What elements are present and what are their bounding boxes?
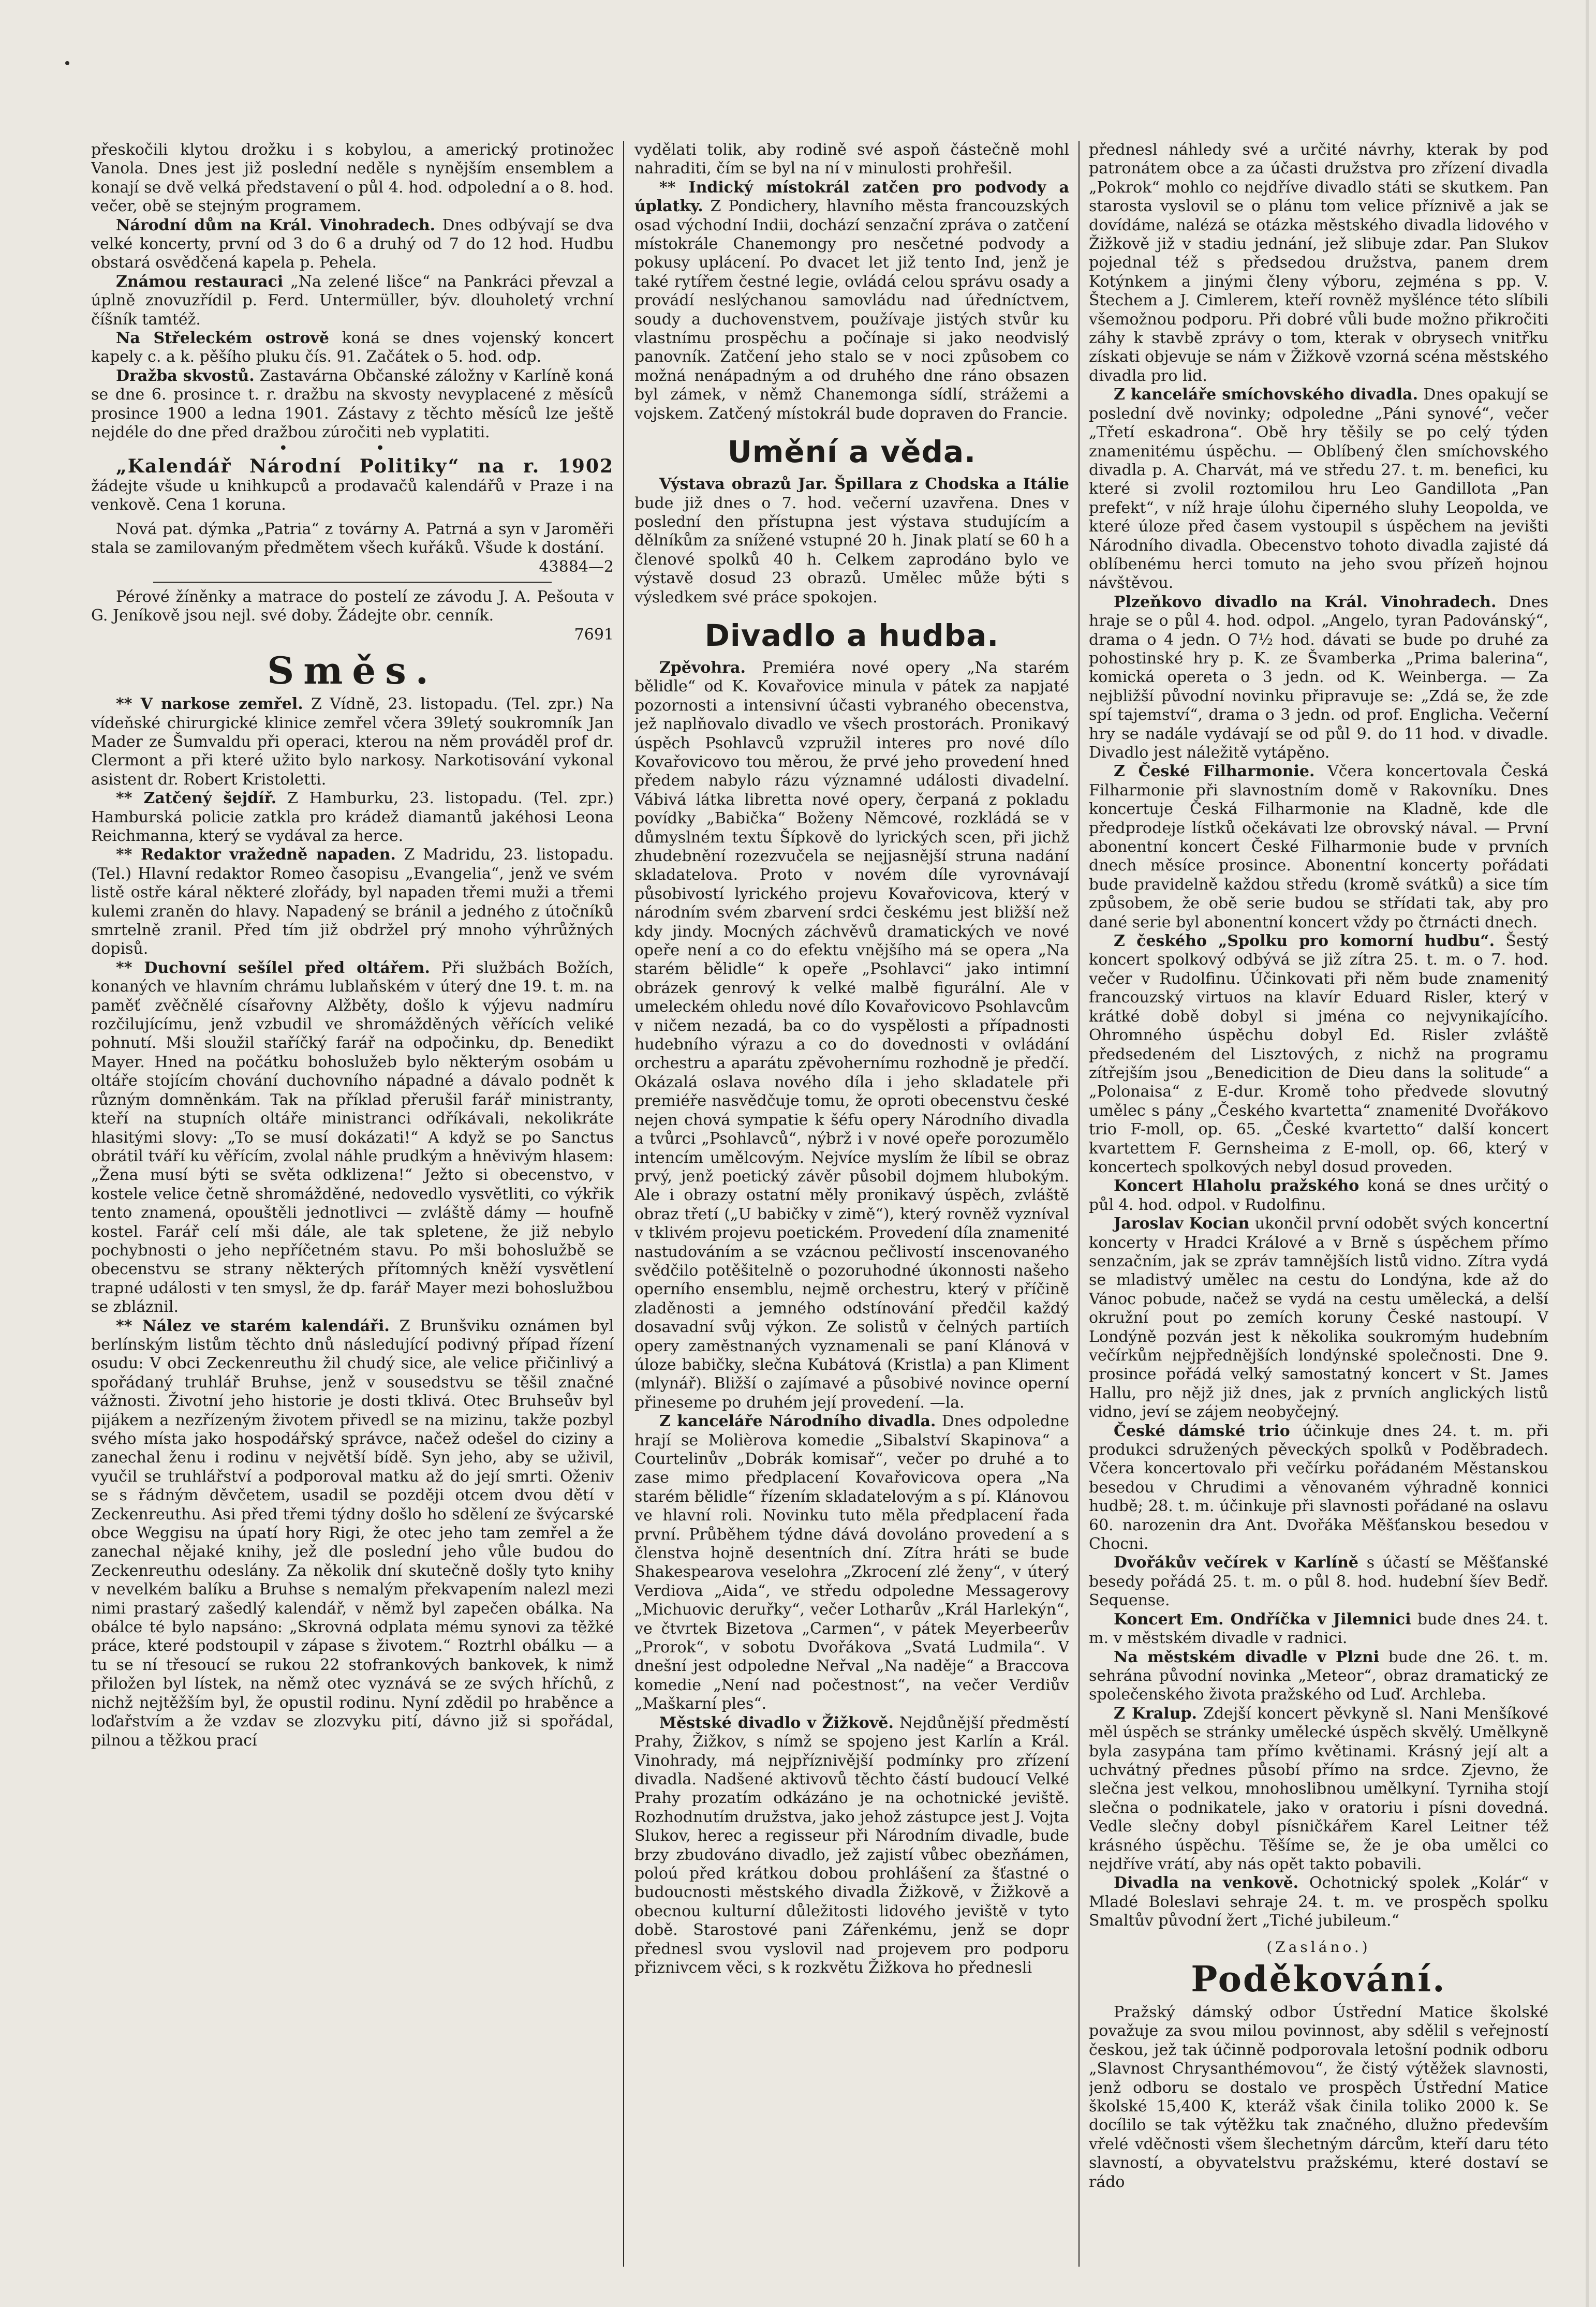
article-text: koná se dnes určitý o půl 4. hod. odpol. v Rudolfinu.: [1089, 1177, 1548, 1214]
article-text: přednesl náhledy své a určité návrhy, kterak by pod patronátem obce a za účasti družstva pro zřízení divadla „Pokrok“ mohlo co nejdříve divadlo státi se skutkem. Pan starosta vyslovil se o plánu tom velice příznivě a jak se dovídáme, nalézá se otázka městského divadla lidového v Žižkově již v stadiu jednání, jež slibuje zdar. Pan Slukov pojednal též s předsedou družstva, panem drem Kotýnkem a jinými členy výboru, zejména s pp. V. Štechem a J. Cimlerem, kteří rovněž myšlénce této slíbili všemožnou podporu. Při dobré vůli bude možno přikročiti záhy k stavbě zprávy o tom, kterak v obrysech vnitřku získati objevuje se nám v Žižkově vzorná scéna městského divadla pro lid.: [1089, 141, 1548, 385]
article-text: Z Brunšviku oznámen byl berlínským listům těchto dnů následující podivný případ řízení osudu: V obci Zeckenreuthu žil chudý sice, ale velice přičinlivý a spořádaný truhlář Bruhse, jenž v sousedstvu se těšil značné vážnosti. Životní jeho historie je dosti tklivá. Otec Bruhseův byl pijákem a nezřízeným životem přivedl se na mizinu, takže pozbyl svého místa jako hospodářský správce, načež odešel do ciziny a zanechal ženu i rodinu v největší bídě. Syn jeho, aby se uživil, vyučil se truhlářství a podporoval matku až do její smrti. Oženiv se s řádným děvčetem, usadil se později otcem dvou dětí v Zeckenreuthu. Asi před třemi týdny došlo ho sdělení ze švýcarské obce Weggisu na úpatí hory Rigi, že otec jeho tam zemřel a že zanechal nějaké knihy, jež dle poslední jeho vůle budou do Zeckenreuthu odeslány. Za několik dní skutečně došly tyto knihy v nevelkém balíku a Bruhse s nemalým překvapením nalezl mezi nimi prastarý zašedlý kalendář, v němž byl zapečen obálka. Na obálce té bylo napsáno: „Skrovná odplata mému synovi za těžké práce, které podstoupil v zápase s životem.“ Roztrhl obálku — a tu se ní třesoucí se rukou 22 stofrankových bankovek, k nimž přiložen byl lístek, na němž otec vyznává se ze svých hříchů, z nichž nejtěžším byl, že opustil rodinu. Nyní zdědil po hraběnce a loďařstvím a že vzdav se zlozvyku pití, dávno již si spořádal, pilnou a těžkou prací: [91, 1317, 614, 1750]
article: [91, 846, 614, 958]
article-text: Pražský dámský odbor Ústřední Matice školské považuje za svou milou povinnost, aby sdělil s veřejností českou, jež tak účinně podporovala letošní podnik odboru „Slavnost Chrysanthémovou“, že čistý výtěžek slavnosti, jenž odboru se dostalo ve prospěch Ústřední Matice školské 15,400 K, kteráž však činila toliko 2000 k. Se docílilo se tak výtěžku tak značného, dlužno především vřelé vděčnosti všem šlechetným dárcům, kteří daru této slavností, a obyvatelstvu pražskému, které dostaví se rádo: [1089, 2003, 1548, 2191]
article-heading: Městské divadlo v Žižkově.: [659, 1713, 894, 1732]
ornament-dots: • •: [278, 439, 426, 457]
article-heading: ** Nález ve starém kalendáři.: [116, 1317, 390, 1335]
article: [91, 959, 614, 1317]
article-heading: Z kanceláře smíchovského divadla.: [1114, 386, 1418, 404]
article: [91, 141, 614, 216]
article-text: Šestý koncert spolkový odbývá se již zítra 25. t. m. o 7. hod. večer v Rudolfinu. Účinkovati při něm bude znamenitý francouzský virtuos na klavír Eduard Risler, který v krátké době dobyl si jména co nejvynikajícího. Ohromného úspěchu dobyl Ed. Risler zvláště předsedeném del Lisztových, z nichž na programu zítřejším jsou „Benedicition de Dieu dans la solitude“ a „Polonaisa“ z E-dur. Kromě toho předvede slovutný umělec s pány „Českého kvartetta“ znamenité Dvořákovo trio F-moll, op. 65. „České kvartetto“ další koncert kvartettem F. Gernsheima z E-moll, op. 66, který v koncertech spolkových nebyl dosud proveden.: [1089, 932, 1548, 1176]
article-text: Z Madridu, 23. listopadu. (Tel.) Hlavní redaktor Romeo časopisu „Evangelia“, jenž ve svém listě ostře káral některé zlořády, byl napaden třemi muži a třemi kulemi zraněn do hlavy. Napadený se bránil a jedného z útočníků smrtelně zranil. Před tím již obdržel prý mnoho výhrůžných dopisů.: [91, 846, 614, 958]
advert-text: žádejte všude u knihkupců a prodavačů kalendářů v Praze i na venkově. Cena 1 koruna.: [91, 477, 614, 514]
article-text: Dnes opakují se poslední dvě novinky; odpoledne „Páni synové“, večer „Třetí eskadrona“. Obě hry těšily se po celý týden znamenitému úspěchu. — Oblíbený člen smíchovského divadla p. A. Charvát, má ve středu 27. t. m. benefici, ku které si zvolil roztomilou hru Leo Gandillota „Pan prefekt“, v níž hraje úlohu čiperného sluhy Leopolda, ve které úloze před časem vystoupil s úspěchem na jevišti Národního divadla. Obecenstvo tohoto divadla zajisté dá oblíbenému herci tomuto na jeho svou přízeň hojnou návštěvou.: [1089, 386, 1548, 593]
article-text: přeskočili klytou drožku i s kobylou, a americký protinožec Vanola. Dnes jest již poslední neděle s nynějším ensemblem a konají se dvě velká představení o půl 4. hod. odpolední a o 8. hod. večer, obě se stejným programem.: [91, 141, 614, 216]
article: [1089, 1648, 1548, 1705]
article-text: Ochotnický spolek „Kolár“ v Mladé Boleslavi sehraje 24. t. m. ve prospěch spolku Smaltův původní žert „Tiché jubileum.“: [1089, 1874, 1548, 1930]
article-text: Zdejší koncert pěvkyně sl. Nani Menšíkové měl úspěch se stránky umělecké úspěch skvělý. Umělkyně byla zasypána tam přímo květinami. Krásný její alt a uchvátný přednes působí přímo na srdce. Zjevno, že slečna jest velkou, mnohoslibnou umělkyní. Tyrniha stojí slečna o podnikatele, jako v oratoriu i písni dovedná. Vedle slečny dobyl písničkářem Karel Leitner též krásného úspěchu. Těšíme se, že je oba umělci co nejdříve vrátí, aby nás opět takto pobavili.: [1089, 1704, 1548, 1873]
article: [91, 367, 614, 442]
article-heading: Z Kralup.: [1114, 1704, 1197, 1723]
article-heading: Z kanceláře Národního divadla.: [659, 1412, 936, 1431]
column-rule: [623, 141, 624, 2267]
zaslano-label: (Zasláno.): [1266, 1938, 1371, 1956]
article-text: Dnes odpoledne hrají se Molièrova komedie „Sibalství Skapinova“ a Courtelinův „Dobrák komisař“, večer po druhé a to zase mimo předplacení Kovařovicova opera „Na starém bělidle“ řízením skladatelovým a s pí. Klánovou ve hlavní roli. Novinku tuto měla předplacení řada první. Průběhem týdne dává dovoláno provedení a s členstva hojně desentních dní. Zítra hráti se bude Shakespearova veselohra „Zkrocení zlé ženy“, v úterý Verdiova „Aida“, ve středu odpoledne Messagerovy „Michuovic deruřky“, večer Lotharův „Král Harlekýn“, ve čtvrtek Bizetova „Carmen“, v pátek Meyerbeerův „Prorok“, v sobotu Dvořákova „Svatá Ludmila“. V dnešní jest odpoledne Neřval „Na naděje“ a Braccova komedie „Není nad počestnost“, na večer Verdiův „Maškarní ples“.: [634, 1412, 1069, 1713]
article-text: Premiéra nové opery „Na starém bělidle“ od K. Kovařovice minula v pátek za napjaté pozornosti a intensivní účasti vybraného obecenstva, jež naplňovalo divadlo ve všech prostorách. Pronikavý úspěch Psohlavců vzpružil interes pro nové dílo Kovařovicovo tou měrou, že prvé jeho provedení hned předem nabylo rázu významné události divadelní. Vábivá látka libretta nové opery, čerpaná z pokladu povídky „Babička“ Boženy Němcové, rozkládá se v důmyslném textu Šípkově do lyrických scen, při jichž zhudebnění rozezvučela se nejjasnější struna nadání skladatelova. Proto v novém díle vyrovnávají působivostí lyrického projevu Kovařovicova, který v národním svém zbarvení srdci českému jest bližší než kdy jindy. Mocných záchvěvů dramatických ve nové opeře není a co do efektu vnějšího má se opera „Na starém bělidle“ k opeře „Psohlavci“ jako intimní obrázek genrový k velké malbě figurální. Ale v umeleckém ohledu nové dílo Kovařovicovo Psohlavcům v ničem nezadá, ba co do vyspělosti a případnosti hudebního výrazu a co do dovednosti v ovládání orchestru a aparátu zpěvohernímu rozhodně je předčí. Okázalá oslava nového díla i jeho skladatele při premiéře nasvědčuje tomu, že oproti obecenstvu české nejen chová sympatie k šéfu opery Národního divadla a tvůrci „Psohlavců“, nýbrž i v nové opeře porozumělo intencím umělcovým. Nejvíce myslím že líbil se obraz prvý, jenž poetický závěr působil dojmem hlubokým. Ale i obrazy ostatní měly pronikavý úspěch, zvláště obraz třetí („U babičky v zimě“), který rovněž vyzníval v tklivém projevu poetickém. Provedení díla znamenité nastudováním a se vzácnou pečlivostí inscenovaného svědčilo potěšitelně o pozoruhodné úkonnosti našeho operního ensemblu, nejmě orchestru, který v příčině zladěnosti a jemného odstínování předčil každý dosavadní svůj výkon. Ze solistů v čelných partiích opery zaměstnaných vyznamenali se paní Klánová v úloze babičky, slečna Kubátová (Kristla) a pan Kliment (mlynář). Bližší o zajímavé a působivé novince operní přineseme po druhém její provedení. —la.: [634, 658, 1069, 1412]
advert-code: 43884—2: [539, 557, 614, 576]
article-text: Z Hamburku, 23. listopadu. (Tel. zpr.) Hamburská policie zatkla pro krádež diamantů jakéhosi Leona Reichmanna, který se vydával za herce.: [91, 789, 614, 845]
article-heading: Z českého „Spolku pro komorní hudbu“.: [1114, 932, 1495, 951]
article: [634, 179, 1069, 423]
article-text: Dnes hraje se o půl 4. hod. odpol. „Angelo, tyran Padovánský“, drama o 4 jedn. O 7½ hod. dávati se bude po druhé za pohostinské hry p. K. ze Švamberka „Prima balerina“, komická opereta o 3 jedn. od K. Weinberga. — Za nejbližší původní novinku připravuje se: „Zdá se, že zde spí tajemství“, drama o 3 jedn. od prof. Englicha. Večerní hry se nadále vydávají se od půl 9. do 11 hod. v divadle. Divadlo jest náležitě vytápěno.: [1089, 593, 1548, 762]
article-heading: ** V narkose zemřel.: [116, 695, 303, 714]
column-left: [91, 141, 614, 2267]
article: [91, 216, 614, 273]
article-text: Nejdůnější předměstí Prahy, Žižkov, s nímž se spojeno jest Karlín a Král. Vinohrady, má nejpříznivější podmínky pro zřízení divadla. Nadšené aktivovů těchto částí budoucí Velké Prahy prozatím odkázáno je na ochotnické jeviště. Rozhodnutím družstva, jako jehož zástupce jest J. Vojta Slukov, herec a regisseur při Národním divadle, bude brzy zbudováno divadlo, jež zajistí vůbec obezňámen, poloú před krátkou dobou prohlášení za šťastné o budoucnosti městského divadla Žižkově, v Žižkově a obecnou kulturní důležitosti lidového jeviště v tyto době. Starostové pani Zářenkému, jenž se dopr přednesl svou vyslovil nad projevem pro podporu přiznivcem věci, s k rozkvětu Žižkova ho přednesli: [634, 1713, 1069, 1977]
article: [1089, 762, 1548, 932]
column-middle: [634, 141, 1069, 2267]
article: [1089, 1215, 1548, 1422]
article-text: koná se dnes vojenský koncert kapely c. a k. pěšího pluku čís. 91. Začátek o 5. hod. odp.: [91, 329, 614, 366]
article-text: ukončil první odobět svých koncertní koncerty v Hradci Králové a v Brně s úspěchem přímo senzačním, jak se zpráv tamnějších listů vidno. Zítra vydá se mladistvý umělec na cestu do Londýna, kde až do Vánoc pobude, načež se vydá na cestu umělecká, a delší okružní pout po zemích koruny České nastoupí. V Londýně pozván jest k několika soukromým hudebním večírkům nejpřednějších londýnské společnosti. Dne 9. prosince pořádá velký samostatný koncert v St. James Hallu, pro nějž již dnes, jak z prvních anglických listů vidno, jeví se zájem neobyčejný.: [1089, 1215, 1548, 1422]
article: [1089, 932, 1548, 1177]
article: [1089, 1554, 1548, 1610]
article: [634, 1714, 1069, 1978]
article: [1089, 1874, 1548, 1930]
article: [1089, 593, 1548, 763]
article: [634, 141, 1069, 179]
article-heading: Na městském divadle v Plzni: [1114, 1648, 1380, 1666]
article-heading: ** Duchovní sešílel před oltářem.: [116, 958, 430, 977]
article-heading: Národní dům na Král. Vinohradech.: [116, 216, 436, 234]
advert-kalendar: [91, 457, 614, 515]
advert-code: 7691: [574, 625, 614, 644]
column-rule: [1078, 141, 1080, 2267]
article-heading: Divadla na venkově.: [1114, 1874, 1299, 1892]
article: [91, 789, 614, 846]
article: [634, 1412, 1069, 1714]
article: [91, 695, 614, 789]
article-text: Zastavárna Občanské záložny v Karlíně koná se dne 6. prosince t. r. dražbu na skvosty nevyplacené z měsíců prosince 1900 a ledna 1901. Zástavy z těchto měsíců lze ještě nejdéle do dne před dražbou zúročiti neb vyplatiti.: [91, 366, 614, 442]
article-text: bude již dnes o 7. hod. večerní uzavřena. Dnes v poslední den přístupna jest výstava studujícím a dělníkům za snížené vstupné 20 h. Jinak platí se 60 h a členové spolků 40 h. Celkem zaprodáno bylo ve výstavě dosud 23 obrazů. Umělec může býti s výsledkem své práce spokojen.: [634, 494, 1069, 607]
advert-patria: [91, 520, 614, 558]
section-title-podekovani: Poděkování.: [1191, 1959, 1446, 2000]
article: [1089, 1177, 1548, 1215]
article-text: Dnes odbývají se dva velké koncerty, první od 3 do 6 a druhý od 7 do 12 hod. Hudbu obstará osvědčená kapela p. Pehela.: [91, 216, 614, 272]
article-heading: ** Redaktor vražedně napaden.: [116, 846, 396, 864]
column-right: [1089, 141, 1548, 2267]
article-text: bude dne 26. t. m. sehrána původní novinka „Meteor“, obraz dramatický ze společenského života pražského od Luď. Archleba.: [1089, 1648, 1548, 1704]
article-heading: Koncert Hlaholu pražského: [1114, 1177, 1359, 1195]
article-text: Z Vídně, 23. listopadu. (Tel. zpr.) Na vídeňské chirurgické klinice zemřel včera 39letý soukromník Jan Mader ze Šumvaldu při operaci, kterou na něm prováděl prof dr. Clermont a při které užito bylo narkosy. Narkotisování vykonal asistent dr. Robert Kristoletti.: [91, 695, 614, 789]
article: [1089, 386, 1548, 593]
advert-text: Pérové žíněnky a matrace do postelí ze závodu J. A. Pešouta v G. Jeníkově jsou nejl. své doby. Žádejte obr. cenník.: [91, 587, 614, 625]
article-text: Při službách Božích, konaných ve hlavním chrámu lublaňském v úterý dne 19. t. m. na paměť zvěčnělé císařovny Alžběty, došlo k výjevu nadmíru rozčilujícímu, jenž vzbudil ve shromážděných věřících veliké pohnutí. Mši sloužil staříčký farář na odpočinku, dp. Benedikt Mayer. Hned na počátku bohoslužeb bylo některým osobám u oltáře stojícím chování duchovního nápadné a dávalo podnět k různým domněnkám. Tak na příklad přerušil farář ministranty, kteří na stupních oltáře ministranci odříkávali, nekolikráte hlasitými slovy: „To se musí dokázati!“ A když se po Sanctus obrátil tváří ku věřícím, zvolal náhle prudkým a hněvivým hlasem: „Žena musí býti se světa odklizena!“ Ježto si obecenstvo, v kostele velice četně shromážděné, nedovedlo vysvětliti, co výkřik tento znamená, opouštěli jednotlivci — zvláště dámy — houfně kostel. Farář celí mši dále, ale tak spletene, že již nebylo pochybnosti o jeho nepříčetném stavu. Po mši bohoslužbě se obecenstvu se strany některých přítomných kněží vysvětlení trapné události v ten smysl, že dp. farář Mayer mezi bohoslužbou se zbláznil.: [91, 958, 614, 1317]
article-heading: ** Indický místokrál zatčen pro podvody a úplatky.: [634, 178, 1069, 216]
page-edge: [1586, 0, 1589, 2307]
article-text: Včera koncertovala Česká Filharmonie při slavnostním domě v Rakovníku. Dnes koncertuje Česká Filharmonie na Kladně, kde dle předprodeje lístků očekávati lze obrovský nával. — První abonentní koncert České Filharmonie bude v prvních dnech měsíce prosince. Abonentní koncerty pořádati bude pravidelně každou středu (kromě svátků) a sice tím způsobem, že obě serie budou se střídati tak, aby pro dané serie byl abonentní koncert vždy po čtrnácti dnech.: [1089, 762, 1548, 931]
article: [634, 475, 1069, 607]
article-text: vydělati tolik, aby rodině své aspoň částečně mohl nahraditi, čím se byl na ní v minulosti prohřešil.: [634, 141, 1069, 178]
section-title-umeni: Umění a věda.: [727, 434, 977, 470]
article-heading: Známou restauraci: [116, 272, 284, 291]
article-heading: Výstava obrazů Jar. Špillara z Chodska a Itálie: [659, 475, 1069, 494]
article-heading: České dámské trio: [1114, 1422, 1290, 1440]
article-heading: Jaroslav Kocian: [1114, 1215, 1250, 1233]
article: [1089, 1705, 1548, 1874]
article-heading: Plzeňkovo divadlo na Král. Vinohradech.: [1114, 593, 1497, 611]
article: [91, 329, 614, 367]
article: [1089, 141, 1548, 386]
ink-dot: [65, 61, 69, 65]
article: [1089, 1422, 1548, 1554]
advert-text: Nová pat. dýmka „Patria“ z továrny A. Patrná a syn v Jaroměři stala se zamilovaným předmětem všech kuřáků. Všude k dostání.: [91, 520, 614, 557]
article-heading: Zpěvohra.: [659, 658, 746, 677]
divider-line: [153, 582, 552, 583]
advert-title: „Kalendář Národní Politiky“ na r. 1902: [116, 455, 614, 477]
section-title-divadlo: Divadlo a hudba.: [704, 617, 999, 653]
article-heading: Dražba skvostů.: [116, 366, 255, 385]
advert-perove: [91, 588, 614, 626]
article-text: účinkuje dnes 24. t. m. při produkci sdružených pěveckých spolků v Poděbradech. Včera koncertovalo při večírku pořádaném Městanskou besedou v Chrudimi a věnovaném výhradně konnici hudbě; 28. t. m. účinkuje při slavnosti pořádané na oslavu 60. narozenin dra Ant. Dvořáka Měšťanskou besedou v Chocni.: [1089, 1422, 1548, 1554]
article-heading: Z České Filharmonie.: [1114, 762, 1315, 781]
article-heading: Dvořákův večírek v Karlíně: [1114, 1554, 1358, 1572]
article-heading: Koncert Em. Ondříčka v Jilemnici: [1114, 1610, 1411, 1629]
article-text: bude dnes 24. t. m. v městském divadle v radnici.: [1089, 1610, 1548, 1648]
article: [91, 1317, 614, 1750]
article-text: „Na zelené lišce“ na Pankráci převzal a úplně znovuzřídil p. Ferd. Untermüller, býv. dlouholetý vrchní číšník tamtéž.: [91, 272, 614, 329]
article: [1089, 1610, 1548, 1648]
article-text: s účastí se Měšťanské besedy pořádá 25. t. m. o půl 8. hod. hudební šíev Bedř. Sequense.: [1089, 1554, 1548, 1610]
article: [91, 273, 614, 329]
article-heading: ** Zatčený šejdíř.: [116, 789, 277, 808]
article-heading: Na Střeleckém ostrově: [116, 329, 329, 348]
article-text: Z Pondichery, hlavního města francouzských osad východní Indii, dochází senzační zpráva o zatčení místokrále Chanemongy pro nesčetné podvody a pokusy uplácení. Po dvacet let již tento Ind, jenž je také rytířem čestné legie, ovládá celou správu osady a provádí neslýchanou samovládu nad úředníctvem, soudy a duchovenstvem, používaje jistých stvůr ku vlastnímu prospěchu a počínaje si jako neodvislý panovník. Zatčení jeho stalo se v noci způsobem co možná nenápadným a od druhého dne ráno obsazen byl zámek, v němž Chanemonga sídlí, strážemi a vojskem. Zatčený místokrál bude dopraven do Francie.: [634, 197, 1069, 423]
section-title-smes: Směs.: [267, 648, 438, 693]
article: [1089, 2003, 1548, 2192]
article: [634, 659, 1069, 1412]
